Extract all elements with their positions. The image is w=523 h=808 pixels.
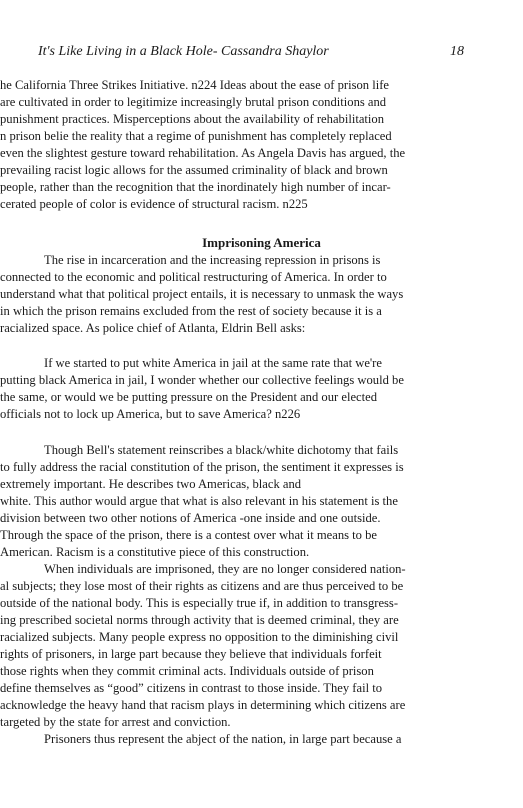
section-heading: Imprisoning America	[202, 235, 321, 250]
page-number: 18	[450, 44, 464, 59]
text-line: are cultivated in order to legitimize increasingly brutal prison conditions and	[0, 95, 387, 109]
text-line: ing prescribed societal norms through activity that is deemed criminal, they are	[0, 613, 399, 627]
text-line: targeted by the state for arrest and conviction.	[0, 715, 231, 729]
text-line: prevailing racist logic allows for the assumed criminality of black and brown	[0, 163, 388, 177]
text-line: understand what that political project entails, it is necessary to unmask the ways	[0, 287, 404, 301]
quote-line: the same, or would we be putting pressure on the President and our elected	[0, 390, 378, 404]
text-line: cerated people of color is evidence of structural racism. n225	[0, 197, 308, 211]
text-line: al subjects; they lose most of their rights as citizens and are thus perceived to be	[0, 579, 404, 593]
text-line: people, rather than the recognition that the inordinately high number of incar-	[0, 180, 391, 194]
text-line: Though Bell's statement reinscribes a black/white dichotomy that fails	[44, 443, 399, 457]
text-line: even the slightest gesture toward rehabilitation. As Angela Davis has argued, the	[0, 146, 406, 160]
text-line: racialized subjects. Many people express no opposition to the diminishing civil	[0, 630, 399, 644]
text-line: to fully address the racial constitution of the prison, the sentiment it expresses is	[0, 460, 404, 474]
text-line: punishment practices. Misperceptions about the availability of rehabilitation	[0, 112, 385, 126]
text-line: those rights when they commit criminal acts. Individuals outside of prison	[0, 664, 374, 678]
text-line: acknowledge the heavy hand that racism plays in determining which citizens are	[0, 698, 406, 712]
text-line: outside of the national body. This is especially true if, in addition to transgress-	[0, 596, 399, 610]
text-line: white. This author would argue that what is also relevant in his statement is the	[0, 494, 398, 508]
text-line: in which the prison remains excluded from the rest of society because it is a	[0, 304, 382, 318]
quote-line: If we started to put white America in jail at the same rate that we're	[44, 356, 382, 370]
text-line: rights of prisoners, in large part because they believe that individuals forfeit	[0, 647, 382, 661]
text-line: racialized space. As police chief of Atlanta, Eldrin Bell asks:	[0, 321, 306, 335]
text-line: define themselves as “good” citizens in contrast to those inside. They fail to	[0, 681, 383, 695]
running-header	[38, 44, 478, 60]
quote-line: officials not to lock up America, but to save America? n226	[0, 407, 301, 421]
text-line: division between two other notions of America -one inside and one outside.	[0, 511, 381, 525]
text-line: extremely important. He describes two Americas, black and	[0, 477, 302, 491]
text-line: American. Racism is a constitutive piece of this construction.	[0, 545, 310, 559]
text-line: he California Three Strikes Initiative. n224 Ideas about the ease of prison life	[0, 78, 390, 92]
text-line: Through the space of the prison, there is a contest over what it means to be	[0, 528, 378, 542]
quote-line: putting black America in jail, I wonder whether our collective feelings would be	[0, 373, 404, 387]
text-line: When individuals are imprisoned, they are no longer considered nation-	[44, 562, 406, 576]
text-line: Prisoners thus represent the abject of the nation, in large part because a	[44, 732, 402, 746]
running-title: It's Like Living in a Black Hole- Cassandra Shaylor	[38, 44, 329, 59]
text-line: n prison belie the reality that a regime of punishment has completely replaced	[0, 129, 392, 143]
text-line: connected to the economic and political restructuring of America. In order to	[0, 270, 387, 284]
text-line: The rise in incarceration and the increasing repression in prisons is	[44, 253, 381, 267]
